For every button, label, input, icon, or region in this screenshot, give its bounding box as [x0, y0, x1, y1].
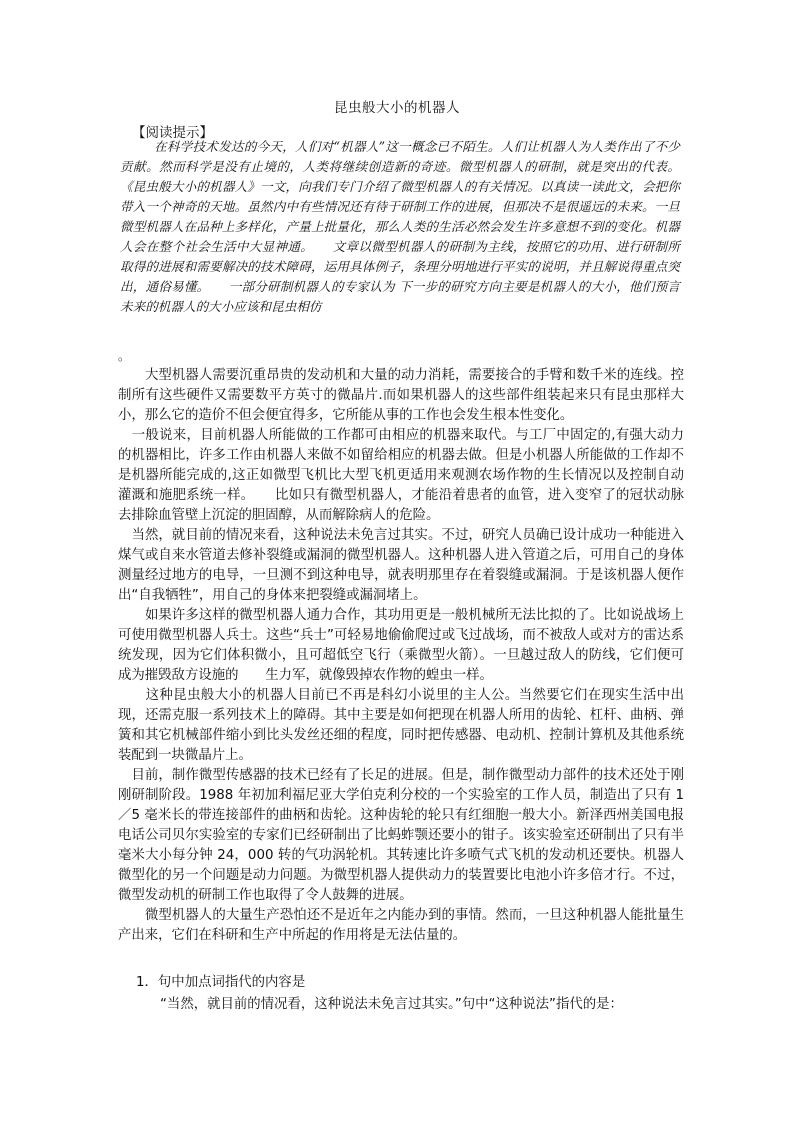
- article-body: [118, 366, 684, 946]
- reading-tip-text: [120, 137, 680, 317]
- paragraph-3: 当然，就目前的情况来看，这种说法未免言过其实。不过，研究人员确已设计成功一种能进入煤气或自来水管道去修补裂缝或漏洞的微型机器人。这种机器人进入管道之后，可用自己的身体测量经过地方的电导，一旦测不到这种电导，就表明那里存在着裂缝或漏洞。于是该机器人便作出“自我牺牲”，用自己的身体来把裂缝或漏洞堵上。: [118, 528, 684, 603]
- paragraph-5: 这种昆虫般大小的机器人目前已不再是科幻小说里的主人公。当然要它们在现实生活中出现，还需克服一系列技术上的障碍。其中主要是如何把现在机器人所用的齿轮、杠杆、曲柄、弹簧和其它机械部件缩小到比头发丝还细的程度，同时把传感器、电动机、控制计算机及其他系统装配到一块微晶片上。: [118, 688, 684, 763]
- reading-tip-end-mark: 。: [118, 349, 131, 363]
- paragraph-7: 微型机器人的大量生产恐怕还不是近年之内能办到的事情。然而，一旦这种机器人能批量生产出来，它们在科研和生产中所起的作用将是无法估量的。: [118, 908, 684, 943]
- paragraph-4: 如果许多这样的微型机器人通力合作，其功用更是一般机械所无法比拟的了。比如说战场上可使用微型机器人兵士。这些“兵士”可轻易地偷偷爬过或飞过战场，而不被敌人或对方的雷达系统发现，因为它们体积微小，且可超低空飞行（乘微型火箭）。一旦越过敌人的防线，它们便可成为摧毁敌方设施的 生力军，就像毁掉农作物的蝗虫一样。: [118, 608, 684, 683]
- paragraph-1: 大型机器人需要沉重昂贵的发动机和大量的动力消耗，需要接合的手臂和数千米的连线。控制所有这些硬件又需要数平方英寸的微晶片.而如果机器人的这些部件组装起来只有昆虫那样大小，那么它的造价不但会便宜得多，它所能从事的工作也会发生根本性变化。: [118, 368, 684, 423]
- article-title: 昆虫般大小的机器人: [334, 100, 460, 116]
- question-block: [136, 972, 696, 1016]
- paragraph-6: 目前，制作微型传感器的技术已经有了长足的进展。但是，制作微型动力部件的技术还处于刚刚研制阶段。1988 年初加利福尼亚大学伯克利分校的一个实验室的工作人员，制造出了只有 1／5 毫米长的带连接部件的曲柄和齿轮。这种齿轮的轮只有红细胞一般大小。新泽西州美国电报电话公司贝尔实验室的专家们已经研制出了比蚂蚱颚还要小的钳子。该实验室还研制出了只有半毫米大小每分钟 24，000 转的气功涡轮机。其转速比许多喷气式飞机的发动机还要快。机器人微型化的另一个问题是动力问题。为微型机器人提供动力的装置要比电池小许多倍才行。不过，微型发动机的研制工作也取得了令人鼓舞的进展。: [118, 768, 684, 903]
- question-text: “当然，就目前的情况看，这种说法未免言过其实。”句中“这种说法”指代的是：: [160, 997, 623, 1012]
- reading-tip-body: 在科学技术发达的今天，人们对“机器人”这一概念已不陌生。人们让机器人为人类作出了不少贡献。然而科学是没有止境的，人类将继续创造新的奇迹。微型机器人的研制，就是突出的代表。《昆虫般大小的机器人》一文，向我们专门介绍了微型机器人的有关情况。以真读一读此文，会把你带入一个神奇的天地。虽然内中有些情况还有待于研制工作的进展，但那决不是很遥远的未来。一旦微型机器人在品种上多样化，产量上批量化，那么人类的生活必然会发生许多意想不到的变化。机器人会在整个社会生活中大显神通。 文章以微型机器人的研制为主线，按照它的功用、进行研制所取得的进展和需要解决的技术障碍，运用具体例子，条理分明地进行平实的说明，并且解说得重点突出，通俗易懂。 一部分研制机器人的专家认为 下一步的研究方向主要是机器人的大小，他们预言未来的机器人的大小应该和昆虫相仿: [120, 139, 680, 314]
- paragraph-2: 一般说来，目前机器人所能做的工作都可由相应的机器来取代。与工厂中固定的,有强大动力的机器相比，许多工作由机器人来做不如留给相应的机器去做。但是小机器人所能做的工作却不是机器所能完成的,这正如微型飞机比大型飞机更适用来观测农场作物的生长情况以及控制自动灌溉和施肥系统一样。 比如只有微型机器人，才能沿着患者的血管，进入变窄了的冠状动脉去排除血管壁上沉淀的胆固醇，从而解除病人的危险。: [118, 428, 684, 523]
- question-title: 1．句中加点词指代的内容是: [136, 975, 306, 990]
- reading-tip-heading: 【阅读提示】: [132, 125, 213, 141]
